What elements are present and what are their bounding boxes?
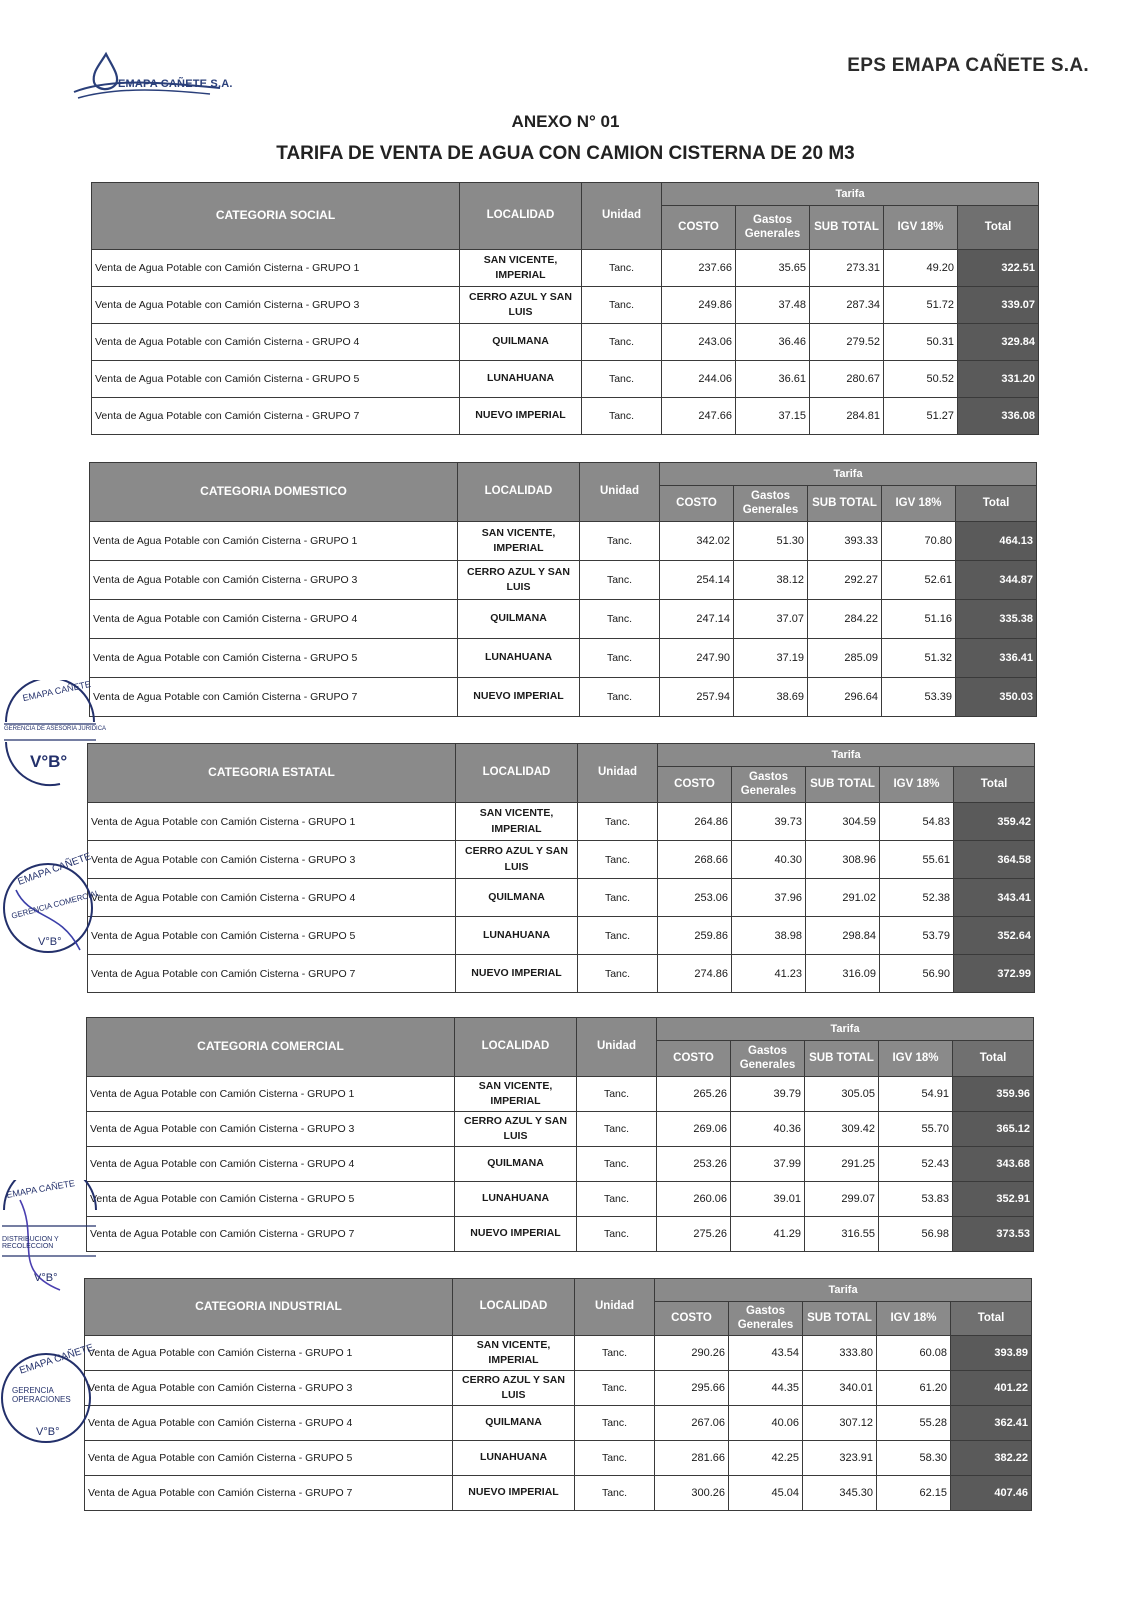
table-row <box>90 561 1037 600</box>
subtotal-header: SUB TOTAL <box>805 1041 879 1077</box>
unidad-header: Unidad <box>575 1279 655 1336</box>
costo-cell: 264.86 <box>658 803 732 841</box>
table-row <box>88 917 1035 955</box>
table-row <box>87 1182 1034 1217</box>
costo-cell: 274.86 <box>658 955 732 993</box>
igv-header: IGV 18% <box>882 486 956 522</box>
costo-header: COSTO <box>657 1041 731 1077</box>
subtotal-cell: 296.64 <box>808 678 882 717</box>
costo-cell: 268.66 <box>658 841 732 879</box>
subtotal-header: SUB TOTAL <box>810 206 884 250</box>
localidad-cell: QUILMANA <box>456 879 578 917</box>
subtotal-cell: 291.02 <box>806 879 880 917</box>
igv-cell: 70.80 <box>882 522 956 561</box>
stamp-top-text: EMAPA CAÑETE <box>5 1178 76 1200</box>
unit-cell: Tanc. <box>575 1371 655 1406</box>
unidad-header: Unidad <box>582 183 662 250</box>
unit-cell: Tanc. <box>580 600 660 639</box>
description-cell: Venta de Agua Potable con Camión Cisterna - GRUPO 3 <box>92 287 460 324</box>
total-cell: 343.41 <box>954 879 1035 917</box>
category-header: CATEGORIA ESTATAL <box>88 744 456 803</box>
rate-table-domestico <box>89 462 1037 717</box>
costo-cell: 249.86 <box>662 287 736 324</box>
igv-cell: 61.20 <box>877 1371 951 1406</box>
description-cell: Venta de Agua Potable con Camión Cisterna - GRUPO 5 <box>85 1441 453 1476</box>
subtotal-cell: 299.07 <box>805 1182 879 1217</box>
gastos-header: Gastos Generales <box>734 486 808 522</box>
gastos-cell: 37.48 <box>736 287 810 324</box>
unit-cell: Tanc. <box>580 639 660 678</box>
description-cell: Venta de Agua Potable con Camión Cisterna - GRUPO 1 <box>90 522 458 561</box>
costo-header: COSTO <box>662 206 736 250</box>
table-row <box>88 841 1035 879</box>
table-row <box>92 250 1039 287</box>
stamp-mid-text: GERENCIA DE ASESORIA JURIDICA <box>4 726 107 732</box>
table-row <box>90 639 1037 678</box>
total-cell: 352.64 <box>954 917 1035 955</box>
table-row <box>87 1147 1034 1182</box>
costo-cell: 247.90 <box>660 639 734 678</box>
igv-cell: 56.98 <box>879 1217 953 1252</box>
tarifa-header: Tarifa <box>657 1018 1034 1041</box>
description-cell: Venta de Agua Potable con Camión Cisterna - GRUPO 3 <box>90 561 458 600</box>
localidad-cell: SAN VICENTE, IMPERIAL <box>460 250 582 287</box>
stamp-mid-text: GERENCIA OPERACIONES <box>12 1386 71 1404</box>
tarifa-header: Tarifa <box>658 744 1035 767</box>
unidad-header: Unidad <box>578 744 658 803</box>
igv-cell: 50.52 <box>884 361 958 398</box>
total-header: Total <box>953 1041 1034 1077</box>
table-row <box>90 522 1037 561</box>
table-row <box>88 803 1035 841</box>
description-cell: Venta de Agua Potable con Camión Cisterna - GRUPO 4 <box>90 600 458 639</box>
costo-header: COSTO <box>658 767 732 803</box>
description-cell: Venta de Agua Potable con Camión Cisterna - GRUPO 1 <box>92 250 460 287</box>
description-cell: Venta de Agua Potable con Camión Cisterna - GRUPO 5 <box>88 917 456 955</box>
table-row <box>85 1476 1032 1511</box>
total-cell: 344.87 <box>956 561 1037 600</box>
category-header: CATEGORIA DOMESTICO <box>90 463 458 522</box>
company-logo <box>70 48 260 106</box>
stamp-mid-text: DISTRIBUCION Y RECOLECCION <box>2 1236 59 1250</box>
total-header: Total <box>956 486 1037 522</box>
gastos-cell: 45.04 <box>729 1476 803 1511</box>
costo-cell: 244.06 <box>662 361 736 398</box>
subtotal-header: SUB TOTAL <box>803 1302 877 1336</box>
localidad-header: LOCALIDAD <box>453 1279 575 1336</box>
gastos-cell: 39.73 <box>732 803 806 841</box>
unit-cell: Tanc. <box>577 1147 657 1182</box>
costo-cell: 275.26 <box>657 1217 731 1252</box>
total-cell: 373.53 <box>953 1217 1034 1252</box>
localidad-cell: SAN VICENTE, IMPERIAL <box>453 1336 575 1371</box>
costo-cell: 269.06 <box>657 1112 731 1147</box>
igv-cell: 49.20 <box>884 250 958 287</box>
igv-cell: 54.91 <box>879 1077 953 1112</box>
description-cell: Venta de Agua Potable con Camión Cisterna - GRUPO 7 <box>90 678 458 717</box>
gastos-header: Gastos Generales <box>736 206 810 250</box>
total-cell: 335.38 <box>956 600 1037 639</box>
total-cell: 329.84 <box>958 324 1039 361</box>
total-cell: 343.68 <box>953 1147 1034 1182</box>
total-cell: 362.41 <box>951 1406 1032 1441</box>
costo-cell: 253.06 <box>658 879 732 917</box>
stamp-bottom-text: V°B° <box>30 752 68 771</box>
tarifa-header: Tarifa <box>655 1279 1032 1302</box>
localidad-cell: NUEVO IMPERIAL <box>456 955 578 993</box>
gastos-cell: 43.54 <box>729 1336 803 1371</box>
localidad-cell: NUEVO IMPERIAL <box>460 398 582 435</box>
costo-cell: 295.66 <box>655 1371 729 1406</box>
approval-stamp-legal <box>0 678 107 790</box>
rate-table-social <box>91 182 1039 435</box>
igv-cell: 62.15 <box>877 1476 951 1511</box>
gastos-cell: 36.46 <box>736 324 810 361</box>
subtotal-cell: 284.22 <box>808 600 882 639</box>
localidad-cell: LUNAHUANA <box>460 361 582 398</box>
subtotal-cell: 279.52 <box>810 324 884 361</box>
total-cell: 382.22 <box>951 1441 1032 1476</box>
localidad-cell: NUEVO IMPERIAL <box>455 1217 577 1252</box>
subtotal-cell: 298.84 <box>806 917 880 955</box>
category-header: CATEGORIA COMERCIAL <box>87 1018 455 1077</box>
localidad-cell: LUNAHUANA <box>453 1441 575 1476</box>
costo-header: COSTO <box>660 486 734 522</box>
description-cell: Venta de Agua Potable con Camión Cisterna - GRUPO 5 <box>90 639 458 678</box>
costo-header: COSTO <box>655 1302 729 1336</box>
rate-table-estatal <box>87 743 1035 993</box>
igv-cell: 51.16 <box>882 600 956 639</box>
localidad-cell: LUNAHUANA <box>456 917 578 955</box>
unit-cell: Tanc. <box>580 561 660 600</box>
subtotal-cell: 316.55 <box>805 1217 879 1252</box>
subtotal-cell: 284.81 <box>810 398 884 435</box>
table-row <box>87 1112 1034 1147</box>
localidad-cell: QUILMANA <box>458 600 580 639</box>
description-cell: Venta de Agua Potable con Camión Cisterna - GRUPO 4 <box>85 1406 453 1441</box>
gastos-cell: 37.07 <box>734 600 808 639</box>
gastos-cell: 38.98 <box>732 917 806 955</box>
costo-cell: 265.26 <box>657 1077 731 1112</box>
localidad-cell: QUILMANA <box>455 1147 577 1182</box>
igv-header: IGV 18% <box>877 1302 951 1336</box>
localidad-header: LOCALIDAD <box>455 1018 577 1077</box>
unit-cell: Tanc. <box>575 1441 655 1476</box>
unit-cell: Tanc. <box>575 1406 655 1441</box>
localidad-cell: SAN VICENTE, IMPERIAL <box>455 1077 577 1112</box>
costo-cell: 253.26 <box>657 1147 731 1182</box>
category-header: CATEGORIA SOCIAL <box>92 183 460 250</box>
stamp-bottom-text: V°B° <box>38 936 62 948</box>
localidad-cell: CERRO AZUL Y SAN LUIS <box>453 1371 575 1406</box>
localidad-header: LOCALIDAD <box>456 744 578 803</box>
subtotal-cell: 323.91 <box>803 1441 877 1476</box>
description-cell: Venta de Agua Potable con Camión Cisterna - GRUPO 5 <box>87 1182 455 1217</box>
table-row <box>88 955 1035 993</box>
unit-cell: Tanc. <box>577 1112 657 1147</box>
stamp-bottom-text: V°B° <box>34 1272 58 1284</box>
total-cell: 401.22 <box>951 1371 1032 1406</box>
total-cell: 352.91 <box>953 1182 1034 1217</box>
localidad-cell: NUEVO IMPERIAL <box>458 678 580 717</box>
water-drop-logo-icon <box>70 48 260 106</box>
igv-cell: 51.27 <box>884 398 958 435</box>
subtotal-cell: 308.96 <box>806 841 880 879</box>
igv-cell: 55.28 <box>877 1406 951 1441</box>
description-cell: Venta de Agua Potable con Camión Cisterna - GRUPO 3 <box>88 841 456 879</box>
gastos-cell: 51.30 <box>734 522 808 561</box>
unit-cell: Tanc. <box>575 1476 655 1511</box>
igv-cell: 52.61 <box>882 561 956 600</box>
table-row <box>87 1077 1034 1112</box>
approval-stamp-commercial <box>0 850 100 970</box>
unit-cell: Tanc. <box>577 1182 657 1217</box>
igv-cell: 51.72 <box>884 287 958 324</box>
localidad-cell: SAN VICENTE, IMPERIAL <box>458 522 580 561</box>
igv-header: IGV 18% <box>879 1041 953 1077</box>
localidad-cell: QUILMANA <box>460 324 582 361</box>
igv-cell: 52.43 <box>879 1147 953 1182</box>
igv-cell: 56.90 <box>880 955 954 993</box>
approval-stamp-distribution <box>0 1180 100 1300</box>
table-row <box>85 1336 1032 1371</box>
gastos-cell: 40.30 <box>732 841 806 879</box>
gastos-cell: 35.65 <box>736 250 810 287</box>
stamp-mid-text: GERENCIA COMERCIAL <box>10 888 101 921</box>
table-row <box>92 398 1039 435</box>
gastos-header: Gastos Generales <box>731 1041 805 1077</box>
gastos-cell: 37.15 <box>736 398 810 435</box>
description-cell: Venta de Agua Potable con Camión Cisterna - GRUPO 3 <box>87 1112 455 1147</box>
igv-cell: 50.31 <box>884 324 958 361</box>
unit-cell: Tanc. <box>582 287 662 324</box>
stamp-bottom-text: V°B° <box>36 1426 60 1438</box>
total-cell: 359.42 <box>954 803 1035 841</box>
gastos-cell: 41.29 <box>731 1217 805 1252</box>
description-cell: Venta de Agua Potable con Camión Cisterna - GRUPO 7 <box>88 955 456 993</box>
gastos-header: Gastos Generales <box>729 1302 803 1336</box>
description-cell: Venta de Agua Potable con Camión Cisterna - GRUPO 1 <box>88 803 456 841</box>
unit-cell: Tanc. <box>582 398 662 435</box>
gastos-cell: 37.96 <box>732 879 806 917</box>
description-cell: Venta de Agua Potable con Camión Cisterna - GRUPO 4 <box>92 324 460 361</box>
subtotal-cell: 280.67 <box>810 361 884 398</box>
gastos-cell: 38.12 <box>734 561 808 600</box>
total-cell: 339.07 <box>958 287 1039 324</box>
table-row <box>85 1371 1032 1406</box>
costo-cell: 267.06 <box>655 1406 729 1441</box>
total-cell: 464.13 <box>956 522 1037 561</box>
igv-cell: 51.32 <box>882 639 956 678</box>
igv-header: IGV 18% <box>884 206 958 250</box>
tarifa-header: Tarifa <box>660 463 1037 486</box>
unit-cell: Tanc. <box>582 250 662 287</box>
logo-text: EMAPA CAÑETE S.A. <box>118 78 233 90</box>
subtotal-header: SUB TOTAL <box>806 767 880 803</box>
description-cell: Venta de Agua Potable con Camión Cisterna - GRUPO 1 <box>85 1336 453 1371</box>
igv-cell: 53.79 <box>880 917 954 955</box>
table-row <box>88 879 1035 917</box>
igv-cell: 55.61 <box>880 841 954 879</box>
unidad-header: Unidad <box>580 463 660 522</box>
gastos-cell: 39.01 <box>731 1182 805 1217</box>
subtotal-cell: 345.30 <box>803 1476 877 1511</box>
unit-cell: Tanc. <box>578 879 658 917</box>
localidad-cell: LUNAHUANA <box>455 1182 577 1217</box>
localidad-cell: CERRO AZUL Y SAN LUIS <box>456 841 578 879</box>
total-cell: 322.51 <box>958 250 1039 287</box>
costo-cell: 243.06 <box>662 324 736 361</box>
costo-cell: 259.86 <box>658 917 732 955</box>
subtotal-cell: 273.31 <box>810 250 884 287</box>
description-cell: Venta de Agua Potable con Camión Cisterna - GRUPO 4 <box>87 1147 455 1182</box>
total-header: Total <box>954 767 1035 803</box>
unidad-header: Unidad <box>577 1018 657 1077</box>
costo-cell: 257.94 <box>660 678 734 717</box>
localidad-cell: LUNAHUANA <box>458 639 580 678</box>
description-cell: Venta de Agua Potable con Camión Cisterna - GRUPO 4 <box>88 879 456 917</box>
igv-cell: 60.08 <box>877 1336 951 1371</box>
subtotal-cell: 304.59 <box>806 803 880 841</box>
description-cell: Venta de Agua Potable con Camión Cisterna - GRUPO 1 <box>87 1077 455 1112</box>
description-cell: Venta de Agua Potable con Camión Cisterna - GRUPO 7 <box>92 398 460 435</box>
description-cell: Venta de Agua Potable con Camión Cisterna - GRUPO 7 <box>85 1476 453 1511</box>
localidad-header: LOCALIDAD <box>458 463 580 522</box>
subtotal-cell: 287.34 <box>810 287 884 324</box>
localidad-cell: QUILMANA <box>453 1406 575 1441</box>
unit-cell: Tanc. <box>580 522 660 561</box>
gastos-cell: 36.61 <box>736 361 810 398</box>
total-cell: 393.89 <box>951 1336 1032 1371</box>
igv-cell: 58.30 <box>877 1441 951 1476</box>
total-cell: 336.41 <box>956 639 1037 678</box>
total-cell: 372.99 <box>954 955 1035 993</box>
subtotal-cell: 316.09 <box>806 955 880 993</box>
annex-title: ANEXO N° 01 <box>511 112 620 131</box>
rate-table-industrial <box>84 1278 1032 1511</box>
total-cell: 359.96 <box>953 1077 1034 1112</box>
localidad-cell: CERRO AZUL Y SAN LUIS <box>458 561 580 600</box>
costo-cell: 342.02 <box>660 522 734 561</box>
igv-header: IGV 18% <box>880 767 954 803</box>
subtotal-cell: 340.01 <box>803 1371 877 1406</box>
gastos-cell: 40.36 <box>731 1112 805 1147</box>
subtotal-header: SUB TOTAL <box>808 486 882 522</box>
subtotal-cell: 305.05 <box>805 1077 879 1112</box>
document-title: TARIFA DE VENTA DE AGUA CON CAMION CISTERNA DE 20 M3 <box>276 143 855 164</box>
igv-cell: 55.70 <box>879 1112 953 1147</box>
stamp-top-text: EMAPA CAÑETE <box>16 851 93 888</box>
subtotal-cell: 307.12 <box>803 1406 877 1441</box>
subtotal-cell: 285.09 <box>808 639 882 678</box>
unit-cell: Tanc. <box>575 1336 655 1371</box>
unit-cell: Tanc. <box>578 917 658 955</box>
total-cell: 364.58 <box>954 841 1035 879</box>
localidad-cell: CERRO AZUL Y SAN LUIS <box>455 1112 577 1147</box>
table-row <box>92 324 1039 361</box>
stamp-top-text: EMAPA CAÑETE <box>18 1342 95 1377</box>
igv-cell: 52.38 <box>880 879 954 917</box>
table-row <box>90 600 1037 639</box>
gastos-cell: 41.23 <box>732 955 806 993</box>
costo-cell: 300.26 <box>655 1476 729 1511</box>
total-header: Total <box>951 1302 1032 1336</box>
gastos-cell: 38.69 <box>734 678 808 717</box>
description-cell: Venta de Agua Potable con Camión Cisterna - GRUPO 3 <box>85 1371 453 1406</box>
table-row <box>92 361 1039 398</box>
total-cell: 331.20 <box>958 361 1039 398</box>
localidad-cell: SAN VICENTE, IMPERIAL <box>456 803 578 841</box>
subtotal-cell: 292.27 <box>808 561 882 600</box>
unit-cell: Tanc. <box>578 803 658 841</box>
gastos-cell: 37.99 <box>731 1147 805 1182</box>
table-row <box>92 287 1039 324</box>
approval-stamp-operations <box>0 1340 100 1460</box>
table-row <box>87 1217 1034 1252</box>
costo-cell: 260.06 <box>657 1182 731 1217</box>
description-cell: Venta de Agua Potable con Camión Cisterna - GRUPO 5 <box>92 361 460 398</box>
table-row <box>90 678 1037 717</box>
unit-cell: Tanc. <box>582 361 662 398</box>
costo-cell: 247.66 <box>662 398 736 435</box>
total-cell: 365.12 <box>953 1112 1034 1147</box>
unit-cell: Tanc. <box>577 1217 657 1252</box>
tarifa-header: Tarifa <box>662 183 1039 206</box>
costo-cell: 254.14 <box>660 561 734 600</box>
unit-cell: Tanc. <box>578 955 658 993</box>
localidad-cell: CERRO AZUL Y SAN LUIS <box>460 287 582 324</box>
subtotal-cell: 309.42 <box>805 1112 879 1147</box>
localidad-header: LOCALIDAD <box>460 183 582 250</box>
localidad-cell: NUEVO IMPERIAL <box>453 1476 575 1511</box>
unit-cell: Tanc. <box>578 841 658 879</box>
total-cell: 407.46 <box>951 1476 1032 1511</box>
table-row <box>85 1406 1032 1441</box>
costo-cell: 290.26 <box>655 1336 729 1371</box>
header-company-name: EPS EMAPA CAÑETE S.A. <box>847 55 1089 76</box>
category-header: CATEGORIA INDUSTRIAL <box>85 1279 453 1336</box>
total-header: Total <box>958 206 1039 250</box>
gastos-header: Gastos Generales <box>732 767 806 803</box>
unit-cell: Tanc. <box>582 324 662 361</box>
subtotal-cell: 393.33 <box>808 522 882 561</box>
costo-cell: 281.66 <box>655 1441 729 1476</box>
igv-cell: 53.39 <box>882 678 956 717</box>
gastos-cell: 42.25 <box>729 1441 803 1476</box>
subtotal-cell: 333.80 <box>803 1336 877 1371</box>
rate-table-comercial <box>86 1017 1034 1252</box>
unit-cell: Tanc. <box>577 1077 657 1112</box>
subtotal-cell: 291.25 <box>805 1147 879 1182</box>
igv-cell: 53.83 <box>879 1182 953 1217</box>
table-row <box>85 1441 1032 1476</box>
gastos-cell: 37.19 <box>734 639 808 678</box>
gastos-cell: 40.06 <box>729 1406 803 1441</box>
stamp-top-text: EMAPA CAÑETE <box>21 678 92 704</box>
total-cell: 350.03 <box>956 678 1037 717</box>
gastos-cell: 44.35 <box>729 1371 803 1406</box>
costo-cell: 247.14 <box>660 600 734 639</box>
costo-cell: 237.66 <box>662 250 736 287</box>
gastos-cell: 39.79 <box>731 1077 805 1112</box>
total-cell: 336.08 <box>958 398 1039 435</box>
description-cell: Venta de Agua Potable con Camión Cisterna - GRUPO 7 <box>87 1217 455 1252</box>
unit-cell: Tanc. <box>580 678 660 717</box>
igv-cell: 54.83 <box>880 803 954 841</box>
